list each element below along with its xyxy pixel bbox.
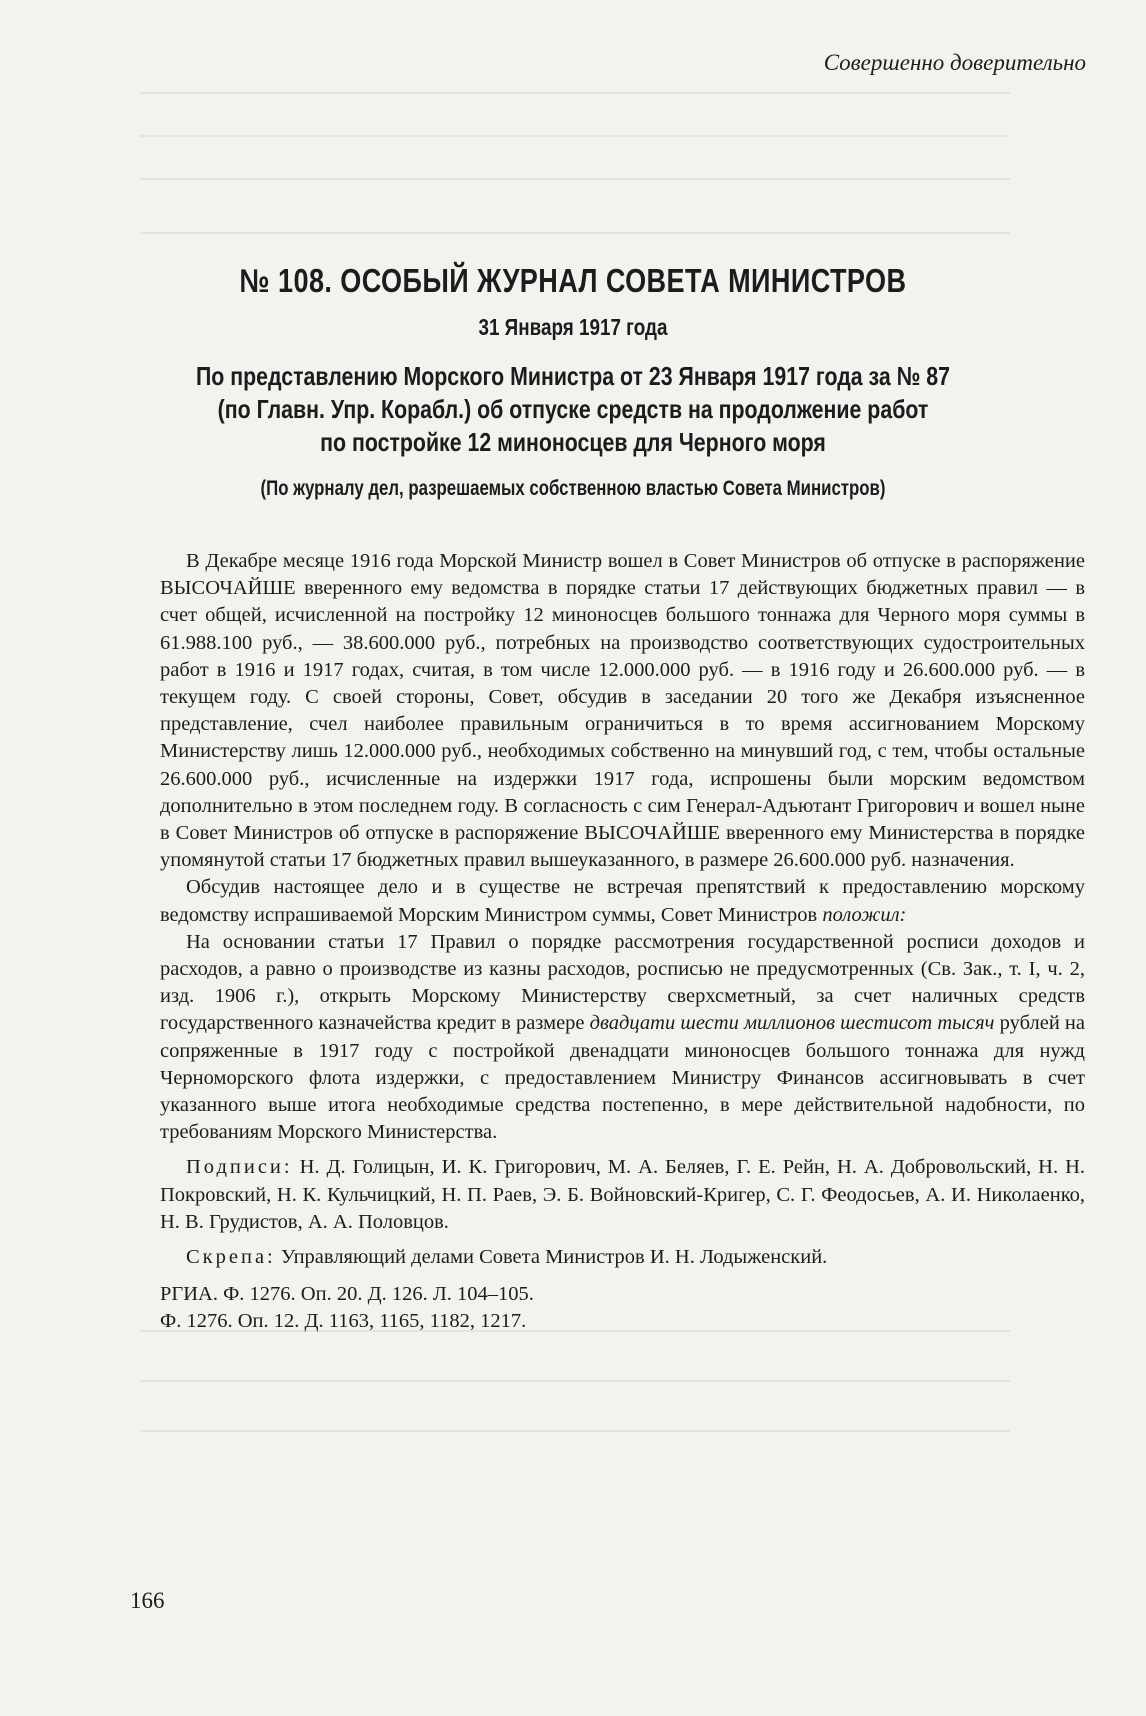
bleed-through-line bbox=[140, 232, 1010, 234]
paragraph-text: рублей на сопряженные в 1917 году с постройкой двенадцати миноносцев большого тоннажа для нужд Черноморского флота издержки, с предоставлением Министру Финансов ассигновывать в счет указанного выше итога необходимые средства постепенно, в мере действительной надобности, по требованиям Морского Министерства. bbox=[160, 1012, 1085, 1144]
body-paragraph: В Декабре месяце 1916 года Морской Министр вошел в Совет Министров об отпуске в распоряжение ВЫСОЧАЙШЕ вверенного ему ведомства в порядке статьи 17 действующих бюджетных правил — в счет общей, исчисленной на постройку 12 миноносцев большого тоннажа для Черного моря суммы в 61.988.100 руб., — 38.600.000 руб., потребных на производство соответствующих судостроительных работ в 1916 и 1917 годах, считая, в том числе 12.000.000 руб. — в 1916 году и 26.600.000 руб. — в текущем году. С своей стороны, Совет, обсудив в заседании 20 того же Декабря изъясненное представление, счел наиболее правильным ограничиться в то время ассигнованием Морскому Министерству лишь 12.000.000 руб., необходимых собственно на минувший год, с тем, чтобы остальные 26.600.000 руб., исчисленные на издержки 1917 года, испрошены были морским ведомством дополнительно в этом последнем году. В согласность с сим Генерал-Адъютант Григорович и вошел ныне в Совет Министров об отпуске в распоряжение ВЫСОЧАЙШЕ вверенного ему Министерства в порядке упомянутой статьи 17 бюджетных правил вышеуказанного, в размере 26.600.000 руб. назначения. bbox=[160, 550, 1085, 872]
classification-mark: Совершенно доверительно bbox=[823, 50, 1086, 75]
document-note: (По журналу дел, разрешаемых собственною властью Совета Министров) bbox=[260, 477, 886, 500]
signatures-label: Подписи: bbox=[186, 1156, 293, 1179]
bleed-through-line bbox=[140, 1430, 1010, 1432]
archive-reference bbox=[160, 1281, 1085, 1335]
paragraph-italic: двадцати шести миллионов шестисот тысяч bbox=[589, 1012, 995, 1035]
bleed-through-line bbox=[140, 135, 1010, 137]
bleed-through-line bbox=[140, 92, 1010, 94]
signatures bbox=[160, 1154, 1085, 1236]
paragraph-italic: положил: bbox=[822, 903, 907, 926]
document-date: 31 Января 1917 года bbox=[478, 314, 668, 340]
countersignature-text: Управляющий делами Совета Министров И. Н. Лодыженский. bbox=[280, 1246, 828, 1269]
archive-line: Ф. 1276. Оп. 12. Д. 1163, 1165, 1182, 1217. bbox=[160, 1310, 527, 1333]
document-body bbox=[160, 548, 1085, 1336]
document-subject bbox=[103, 360, 1043, 459]
countersignature bbox=[160, 1244, 1085, 1271]
bleed-through-line bbox=[140, 1380, 1010, 1382]
bleed-through-line bbox=[140, 178, 1010, 180]
body-paragraph bbox=[160, 874, 1085, 928]
page-number: 166 bbox=[130, 1588, 165, 1613]
body-paragraph bbox=[160, 929, 1085, 1147]
subject-line: (по Главн. Упр. Корабл.) об отпуске средств на продолжение работ bbox=[217, 394, 929, 424]
document-title: № 108. ОСОБЫЙ ЖУРНАЛ СОВЕТА МИНИСТРОВ bbox=[239, 262, 907, 299]
countersignature-label: Скрепа: bbox=[186, 1246, 276, 1269]
signatures-names: Н. Д. Голицын, И. К. Григорович, М. А. Беляев, Г. Е. Рейн, Н. А. Добровольский, Н. Н. Покровский, Н. К. Кульчицкий, Н. П. Раев, Э. Б. Войновский-Кригер, С. Г. Феодосьев, А. И. Николаенко, Н. В. Грудистов, А. А. Половцов. bbox=[160, 1156, 1086, 1233]
paragraph-text: На основании статьи 17 Правил о порядке рассмотрения государственной росписи доходов и расходов, а равно о производстве из казны расходов, росписью не предусмотренных (Св. Зак., т. I, ч. 2, изд. 1906 г.), открыть Морскому Министерству сверхсметный, за счет наличных средств государственного казначейства кредит в размере bbox=[160, 930, 1085, 1035]
subject-line: по постройке 12 миноносцев для Черного моря bbox=[320, 427, 826, 457]
paragraph-text: Обсудив настоящее дело и в существе не встречая препятствий к предоставлению морскому ведомству испрашиваемой Морским Министром суммы, Совет Министров bbox=[160, 876, 1085, 926]
subject-line: По представлению Морского Министра от 23 Января 1917 года за № 87 bbox=[195, 361, 951, 391]
archive-line: РГИА. Ф. 1276. Оп. 20. Д. 126. Л. 104–105. bbox=[160, 1283, 534, 1306]
